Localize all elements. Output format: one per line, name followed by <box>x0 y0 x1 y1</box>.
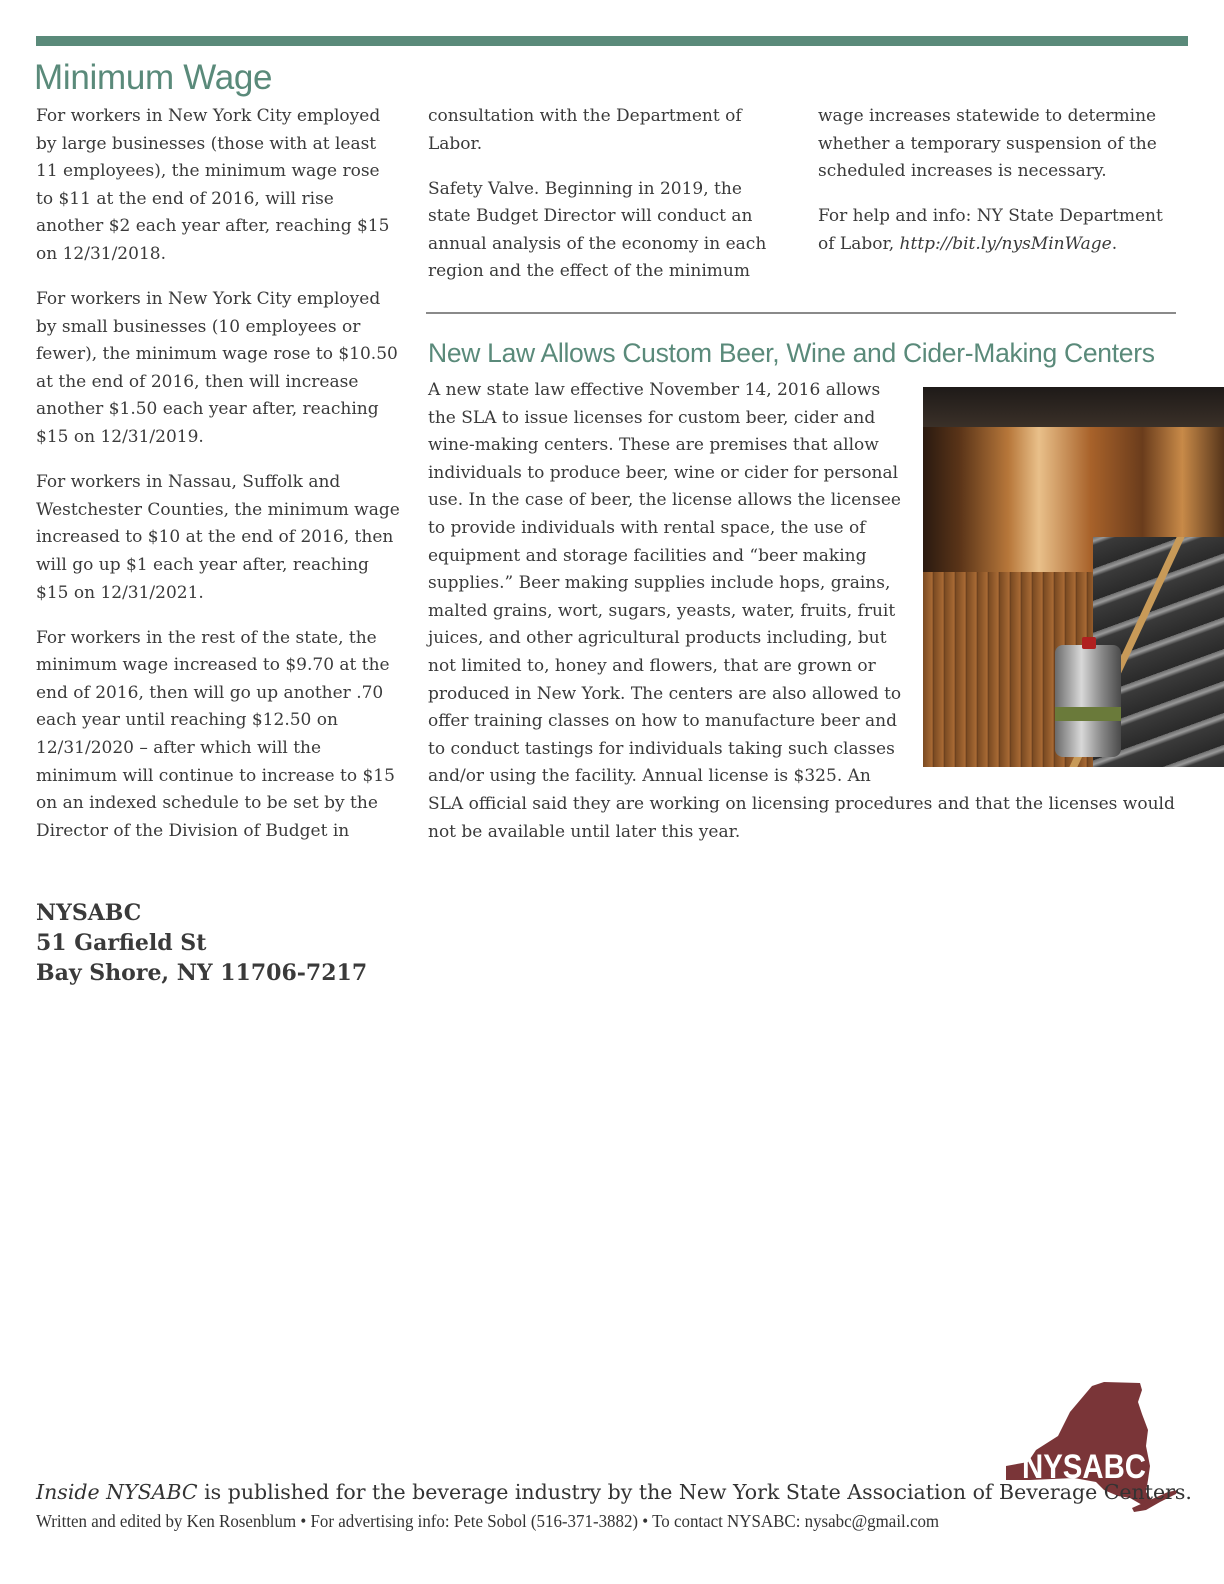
help-text: For help and info: NY State Department of Labor, <box>818 206 1163 254</box>
help-suffix: . <box>1111 233 1118 254</box>
photo-ceiling <box>923 387 1224 427</box>
minimum-wage-column-2 <box>428 103 788 304</box>
minimum-wage-heading: Minimum Wage <box>34 58 273 97</box>
logo-text: NYSABC <box>1022 1448 1146 1486</box>
help-link[interactable]: http://bit.ly/nysMinWage <box>899 233 1112 254</box>
brewery-photo <box>923 387 1224 767</box>
address-street: 51 Garfield St <box>36 930 207 956</box>
footer-contact-line: Written and edited by Ken Rosenblum • For advertising info: Pete Sobol (516-371-3882) • To contact NYSABC: nysabc@gmail.com <box>36 1511 940 1531</box>
keg-cap <box>1082 637 1096 649</box>
photo-keg <box>1055 645 1121 757</box>
custom-beer-body: A new state law effective November 14, 2016 allows the SLA to issue licenses for custom beer, cider and wine-making centers. These are premises that allow individuals to produce beer, wine or cider for personal use. In the case of beer, the license allows the licensee to provide individuals with rental space, the use of equipment and storage facilities and “beer making supplies.” Beer making supplies include hops, grains, malted grains, wort, sugars, yeasts, water, fruits, fruit juices, and other agricultural products including, but not limited to, honey and flowers, that are grown or produced in New York. The centers are also allowed to offer training classes on how to manufacture beer and to conduct tastings for individuals taking such classes and/or using the facility. Annual license is $325. An SLA official said they are working on licensing procedures and that the licenses would not be available until later this year. <box>428 380 1175 842</box>
paragraph-consultation: consultation with the Department of Labor. <box>428 106 742 154</box>
minimum-wage-column-1 <box>36 103 402 863</box>
section-divider <box>426 312 1176 314</box>
paragraph-help-info <box>818 203 1178 258</box>
paragraph-wage-increases: wage increases statewide to determine whether a temporary suspension of the scheduled increases is necessary. <box>818 106 1157 182</box>
paragraph-nyc-large: For workers in New York City employed by large businesses (those with at least 11 employees), the minimum wage rose to $11 at the end of 2016, will rise another $2 each year after, reaching $15 on 12/31/2018. <box>36 106 390 264</box>
paragraph-safety-valve: Safety Valve. Beginning in 2019, the state Budget Director will conduct an annual analysis of the economy in each region and the effect of the minimum <box>428 178 767 282</box>
paragraph-nyc-small: For workers in New York City employed by small businesses (10 employees or fewer), the minimum wage rose to $10.50 at the end of 2016, then will increase another $1.50 each year after, reaching $15 on 12/31/2019. <box>36 289 398 448</box>
minimum-wage-column-3 <box>818 103 1178 276</box>
address-city: Bay Shore, NY 11706-7217 <box>36 960 368 986</box>
address-org: NYSABC <box>36 900 142 926</box>
custom-beer-article <box>428 377 1198 846</box>
keg-band <box>1055 707 1121 721</box>
paragraph-rest-of-state: For workers in the rest of the state, the minimum wage increased to $9.70 at the end of 2016, then will go up another .70 each year until reaching $12.50 on 12/31/2020 – after which will the minimum will continue to increase to $15 on an indexed schedule to be set by the Director of the Division of Budget in <box>36 627 395 841</box>
footer-description: is published for the beverage industry by the New York State Association of Beverage Centers. <box>197 1480 1192 1504</box>
mailing-address <box>36 898 367 988</box>
publication-name: Inside NYSABC <box>36 1480 198 1504</box>
custom-beer-heading: New Law Allows Custom Beer, Wine and Cider-Making Centers <box>428 338 1155 368</box>
footer-publication-line <box>36 1478 1192 1506</box>
top-accent-bar <box>36 36 1188 46</box>
paragraph-suburbs: For workers in Nassau, Suffolk and Westchester Counties, the minimum wage increased to $10 at the end of 2016, then will go up $1 each year after, reaching $15 on 12/31/2021. <box>36 472 400 603</box>
